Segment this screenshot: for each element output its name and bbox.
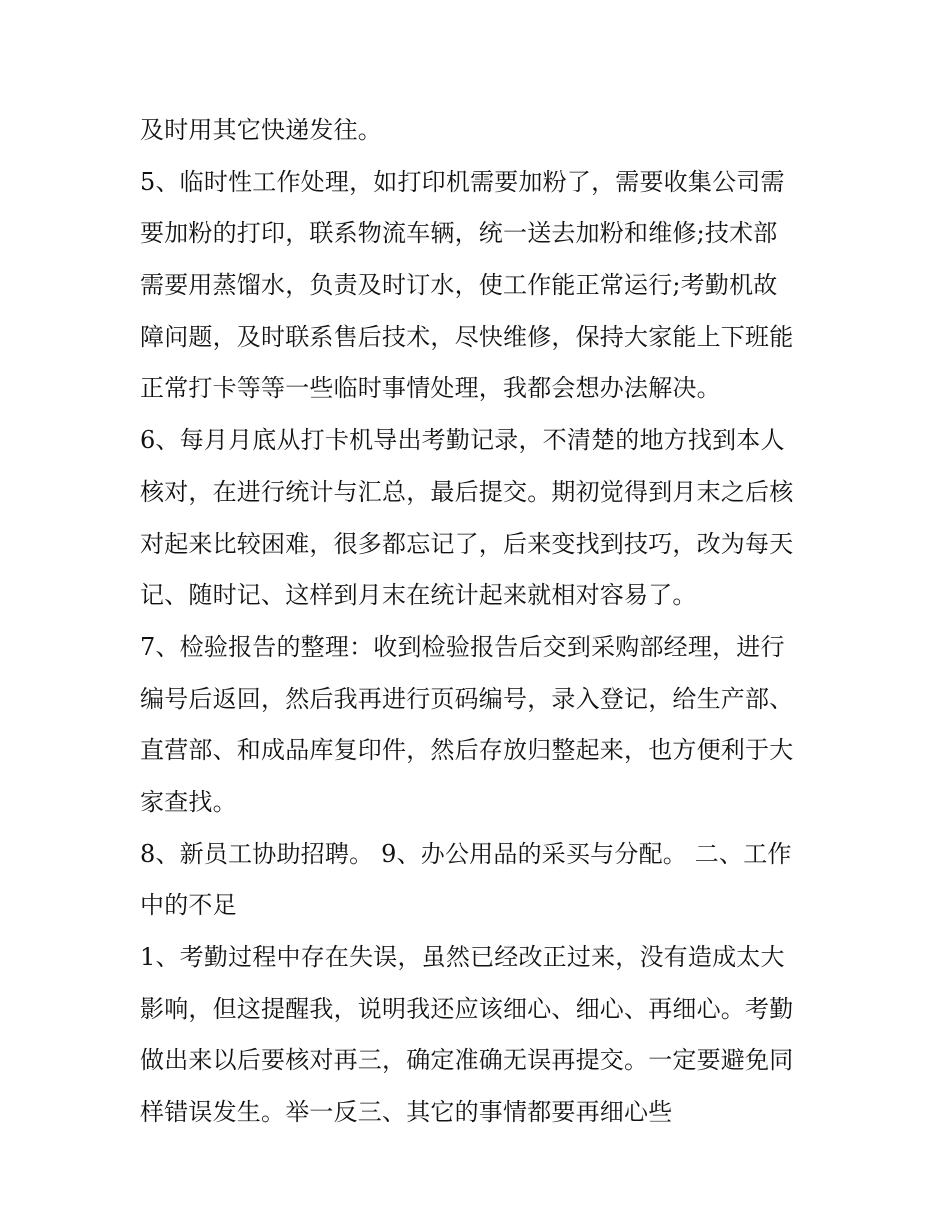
text-line: 7、检验报告的整理：收到检验报告后交到采购部经理，进行 [140, 632, 785, 661]
text-line: 核对，在进行统计与汇总，最后提交。期初觉得到月末之后核 [140, 477, 794, 506]
text-line: 编号后返回，然后我再进行页码编号，录入登记，给生产部、 [140, 684, 794, 713]
text-line: 障问题，及时联系售后技术，尽快维修，保持大家能上下班能 [140, 322, 794, 351]
text-line: 及时用其它快递发往。 [140, 116, 382, 144]
text-line: 家查找。 [140, 787, 237, 816]
text-line: 需要用蒸馏水，负责及时订水，使工作能正常运行;考勤机故 [140, 271, 778, 300]
text-line: 6、每月月底从打卡机导出考勤记录，不清楚的地方找到本人 [140, 426, 785, 455]
text-line: 做出来以后要核对再三，确定准确无误再提交。一定要避免同 [140, 1046, 794, 1075]
text-line: 5、临时性工作处理，如打印机需要加粉了，需要收集公司需 [140, 167, 785, 196]
text-line: 中的不足 [140, 891, 237, 920]
text-line: 影响，但这提醒我，说明我还应该细心、细心、再细心。考勤 [140, 994, 794, 1023]
text-line: 8、新员工协助招聘。 9、办公用品的采买与分配。 二、工作 [140, 839, 792, 868]
text-line: 1、考勤过程中存在失误，虽然已经改正过来，没有造成太大 [140, 943, 785, 971]
text-line: 对起来比较困难，很多都忘记了，后来变找到技巧，改为每天 [140, 529, 794, 558]
text-line: 样错误发生。举一反三、其它的事情都要再细心些 [140, 1098, 673, 1127]
text-line: 记、随时记、这样到月末在统计起来就相对容易了。 [140, 581, 697, 610]
text-line: 直营部、和成品库复印件，然后存放归整起来，也方便利于大 [140, 736, 794, 765]
text-line: 要加粉的打印，联系物流车辆，统一送去加粉和维修;技术部 [140, 219, 778, 248]
document-body [140, 105, 820, 1139]
text-line: 正常打卡等等一些临时事情处理，我都会想办法解决。 [140, 374, 721, 403]
